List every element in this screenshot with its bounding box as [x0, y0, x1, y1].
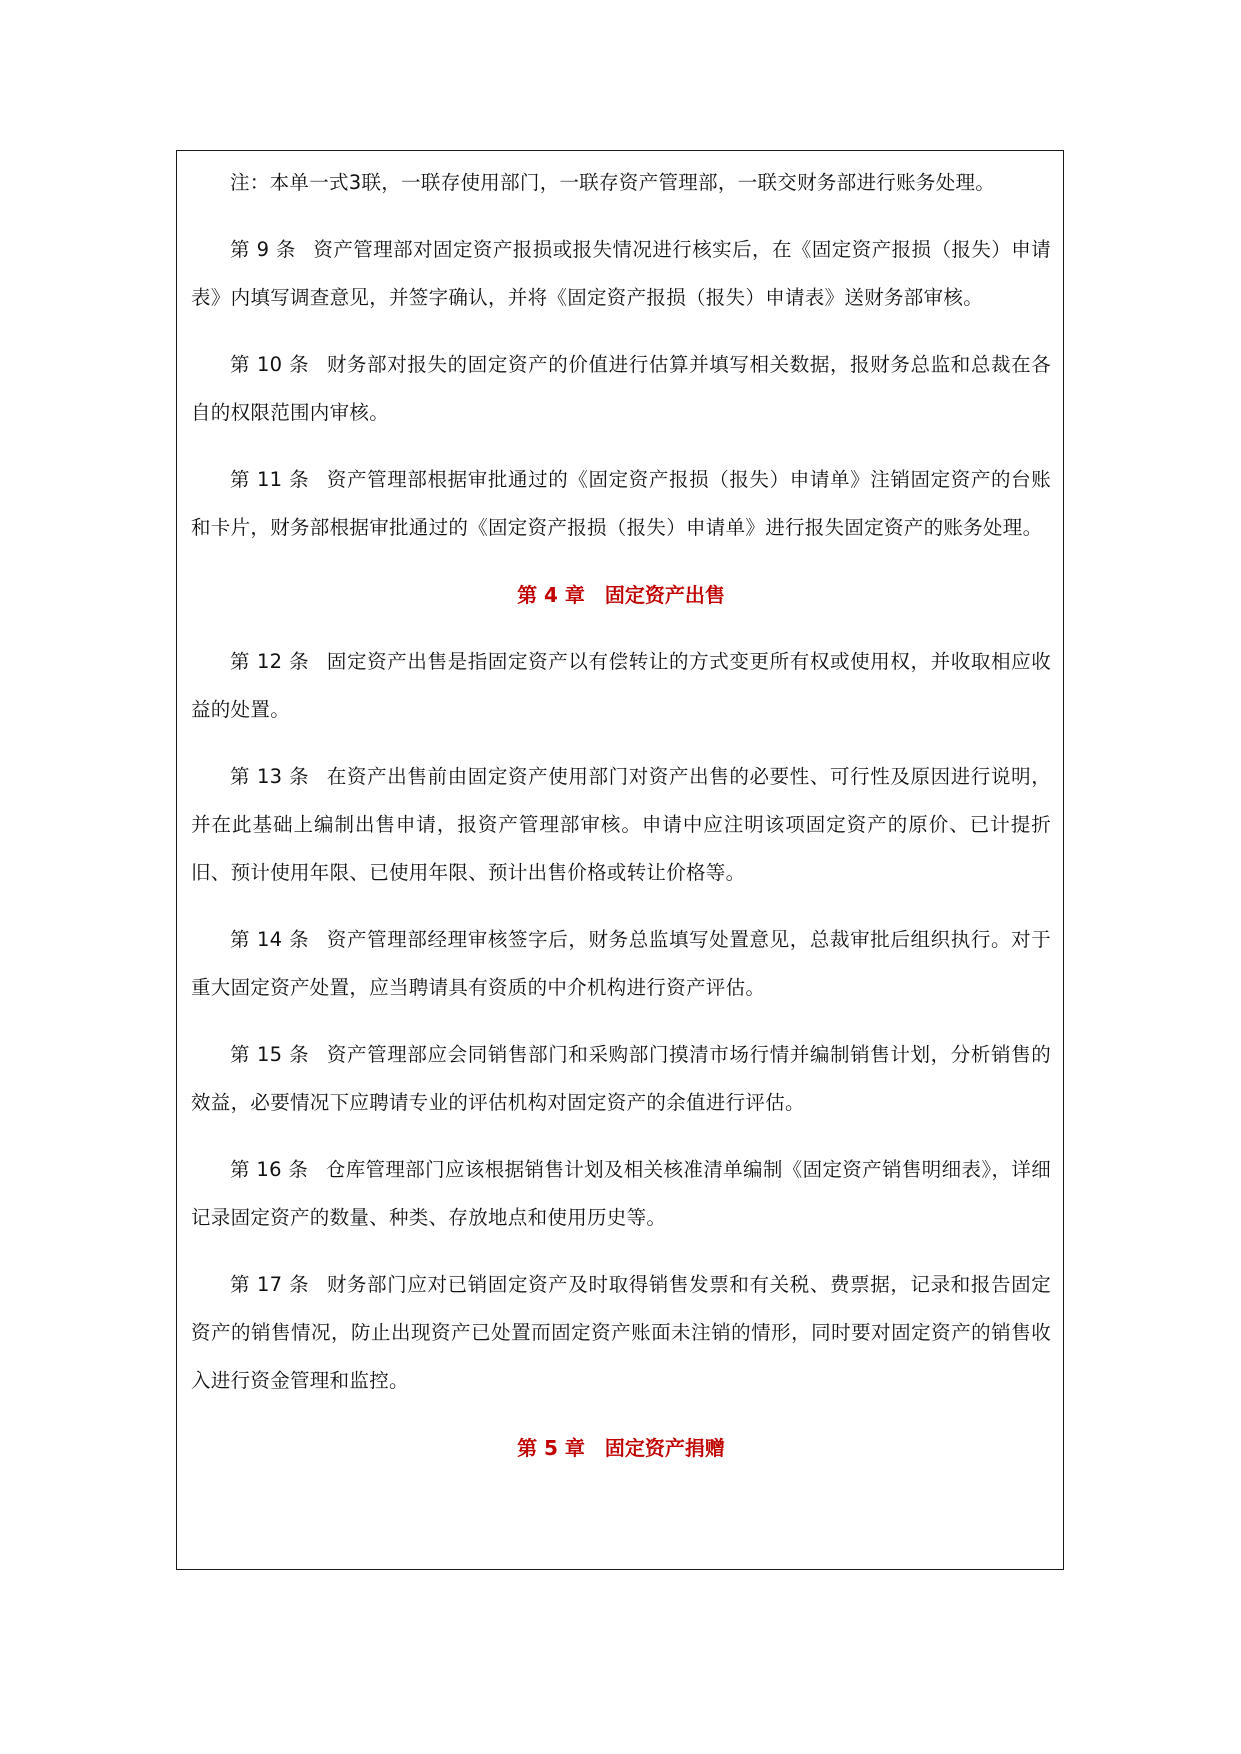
article-text: 资产管理部根据审批通过的《固定资产报损（报失）申请单》注销固定资产的台账和卡片，财务部根据审批通过的《固定资产报损（报失）申请单》进行报失固定资产的账务处理。	[191, 468, 1051, 539]
article-number: 第 14 条	[230, 928, 310, 951]
article-number: 第 10 条	[230, 353, 310, 376]
article-16	[191, 1146, 1051, 1242]
article-number: 第 13 条	[230, 765, 310, 788]
article-number: 第 11 条	[230, 468, 310, 491]
article-text: 资产管理部经理审核签字后，财务总监填写处置意见，总裁审批后组织执行。对于重大固定资产处置，应当聘请具有资质的中介机构进行资产评估。	[191, 928, 1051, 999]
article-text: 资产管理部应会同销售部门和采购部门摸清市场行情并编制销售计划，分析销售的效益，必要情况下应聘请专业的评估机构对固定资产的余值进行评估。	[191, 1043, 1051, 1114]
chapter-5-heading	[191, 1424, 1051, 1472]
article-number: 第 9 条	[230, 238, 296, 261]
article-11	[191, 456, 1051, 552]
chapter-number: 第 5 章	[517, 1436, 585, 1460]
chapter-title: 固定资产出售	[604, 583, 725, 607]
article-text: 固定资产出售是指固定资产以有偿转让的方式变更所有权或使用权，并收取相应收益的处置。	[191, 650, 1051, 721]
form-note-text: 注：本单一式3联，一联存使用部门，一联存资产管理部，一联交财务部进行账务处理。	[230, 171, 996, 194]
article-14	[191, 916, 1051, 1012]
article-10	[191, 341, 1051, 437]
chapter-title: 固定资产捐赠	[604, 1436, 725, 1460]
article-number: 第 17 条	[230, 1273, 310, 1296]
form-note	[191, 159, 1051, 207]
article-17	[191, 1261, 1051, 1405]
article-number: 第 12 条	[230, 650, 310, 673]
chapter-4-heading	[191, 571, 1051, 619]
article-text: 资产管理部对固定资产报损或报失情况进行核实后，在《固定资产报损（报失）申请表》内填写调查意见，并签字确认，并将《固定资产报损（报失）申请表》送财务部审核。	[191, 238, 1051, 309]
article-15	[191, 1031, 1051, 1127]
article-text: 在资产出售前由固定资产使用部门对资产出售的必要性、可行性及原因进行说明，并在此基础上编制出售申请，报资产管理部审核。申请中应注明该项固定资产的原价、已计提折旧、预计使用年限、已使用年限、预计出售价格或转让价格等。	[191, 765, 1051, 884]
chapter-number: 第 4 章	[517, 583, 585, 607]
content-frame	[176, 150, 1064, 1570]
article-number: 第 15 条	[230, 1043, 310, 1066]
article-text: 仓库管理部门应该根据销售计划及相关核准清单编制《固定资产销售明细表》，详细记录固定资产的数量、种类、存放地点和使用历史等。	[191, 1158, 1051, 1229]
article-12	[191, 638, 1051, 734]
article-13	[191, 753, 1051, 897]
article-9	[191, 226, 1051, 322]
article-number: 第 16 条	[230, 1158, 309, 1181]
article-text: 财务部门应对已销固定资产及时取得销售发票和有关税、费票据，记录和报告固定资产的销售情况，防止出现资产已处置而固定资产账面未注销的情形，同时要对固定资产的销售收入进行资金管理和监控。	[191, 1273, 1051, 1392]
article-text: 财务部对报失的固定资产的价值进行估算并填写相关数据，报财务总监和总裁在各自的权限范围内审核。	[191, 353, 1051, 424]
